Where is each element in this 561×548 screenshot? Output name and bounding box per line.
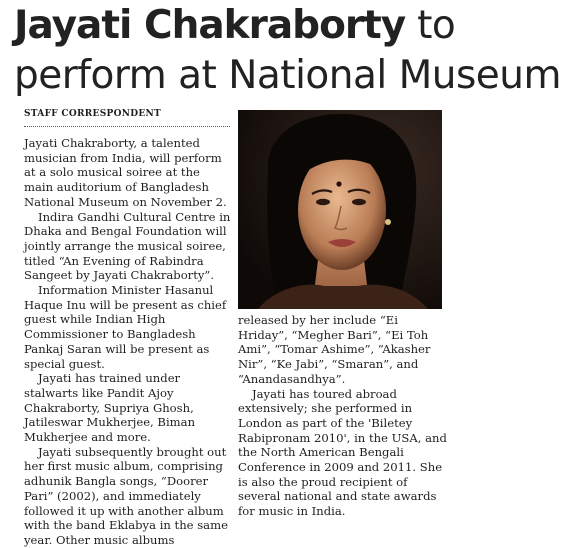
portrait-photo <box>238 110 442 309</box>
headline-to: to <box>405 3 456 48</box>
paragraph-guests: Information Minister Hasanul Haque Inu will be present as chief guest while Indian High Commissioner to Bangladesh Pankaj Saran will be present as special guest. <box>24 283 227 371</box>
article-column-1 <box>24 136 232 548</box>
headline-line-1 <box>14 2 455 50</box>
paragraph-album-list: released by her include “Ei Hriday”, “Megher Bari”, “Ei Toh Ami”, “Tomar Ashime”, “Akasher Nir”, “Ke Jabi”, “Smaran”, and “Anandasandhya”. <box>238 313 431 386</box>
paragraph-organizers: Indira Gandhi Cultural Centre in Dhaka and Bengal Foundation will jointly arrange the musical soiree, titled “An Evening of Rabindra Sangeet by Jayati Chakraborty”. <box>24 209 231 283</box>
paragraph-albums: Jayati subsequently brought out her first music album, comprising adhunik Bangla songs, “Doorer Pari” (2002), and immediately followed it up with another album with the band Eklabya in the same year. Other music albums <box>24 444 228 547</box>
headline-line-2: perform at National Museum <box>14 53 561 98</box>
paragraph-training: Jayati has trained under stalwarts like Pandit Ajoy Chakraborty, Supriya Ghosh, Jatileswar Mukherjee, Biman Mukherjee and more. <box>24 371 196 445</box>
portrait-illustration <box>238 110 442 309</box>
paragraph-intro: Jayati Chakraborty, a talented musician from India, will perform at a solo musical soiree at the main auditorium of Bangladesh National Museum on November 2. <box>24 136 227 209</box>
paragraph-tours: Jayati has toured abroad extensively; she performed in London as part of the 'Biletey Rabipronam 2010', in the USA, and the North American Bengali Conference in 2009 and 2011. She is also the proud recipient of several national and state awards for music in India. <box>238 386 447 519</box>
byline-divider <box>24 126 230 127</box>
headline-name: Jayati Chakraborty <box>14 3 406 48</box>
byline: STAFF CORRESPONDENT <box>24 109 162 119</box>
article-column-2 <box>238 313 450 519</box>
